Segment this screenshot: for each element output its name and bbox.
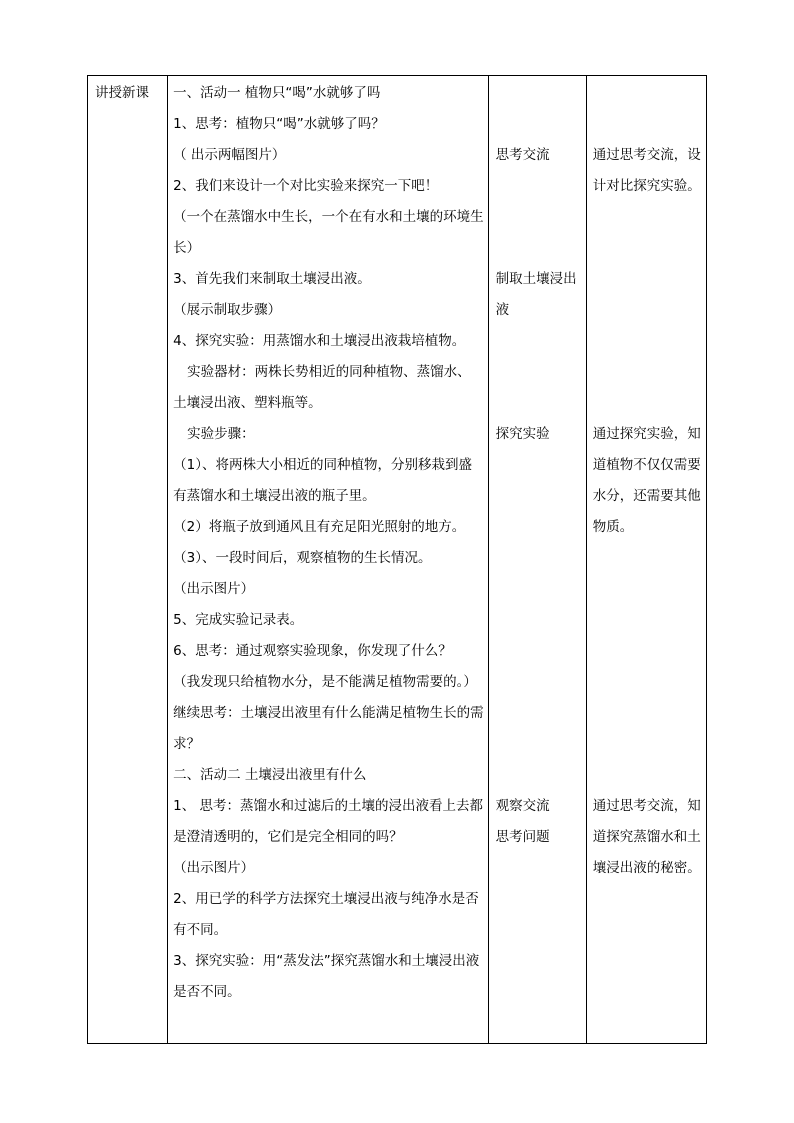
design-intent: 通过探究实验，知道植物不仅仅需要水分，还需要其他物质。 bbox=[592, 426, 701, 535]
teacher-line: （一个在蒸馏水中生长，一个在有水和土壤的环境生长） bbox=[173, 209, 484, 256]
teacher-line: 3、探究实验：用“蒸发法”探究蒸馏水和土壤浸出液是否不同。 bbox=[173, 953, 480, 1000]
teacher-line: 2、我们来设计一个对比实验来探究一下吧！ bbox=[173, 178, 439, 194]
student-activity: 制取土壤浸出液 bbox=[495, 271, 577, 318]
teacher-line: 1、思考：植物只“喝”水就够了吗？ bbox=[173, 116, 385, 132]
teacher-line: 实验器材：两株长势相近的同种植物、蒸馏水、土壤浸出液、塑料瓶等。 bbox=[173, 364, 471, 411]
student-activity: 探究实验 bbox=[495, 426, 550, 442]
teacher-line: 6、思考：通过观察实验现象，你发现了什么？ bbox=[173, 643, 452, 659]
teacher-line: （我发现只给植物水分，是不能满足植物需要的。） bbox=[173, 674, 477, 690]
teacher-line: （1）、将两株大小相近的同种植物，分别移栽到盛有蒸馏水和土壤浸出液的瓶子里。 bbox=[173, 457, 472, 504]
student-activity: 思考问题 bbox=[495, 829, 550, 845]
teacher-line: 3、首先我们来制取土壤浸出液。 bbox=[173, 271, 371, 287]
teacher-line: （3）、一段时间后，观察植物的生长情况。 bbox=[173, 550, 432, 566]
teacher-line: 实验步骤： bbox=[187, 426, 255, 442]
student-activity: 思考交流 bbox=[495, 147, 550, 163]
design-intent: 通过思考交流，知道探究蒸馏水和土壤浸出液的秘密。 bbox=[592, 798, 701, 876]
teacher-activity-cell bbox=[168, 76, 489, 1044]
student-activity: 观察交流 bbox=[495, 798, 550, 814]
teacher-line: （展示制取步骤） bbox=[173, 302, 282, 318]
teacher-line: （出示图片） bbox=[173, 860, 255, 876]
teacher-line: （2）将瓶子放到通风且有充足阳光照射的地方。 bbox=[173, 519, 466, 535]
section-label-cell bbox=[88, 76, 168, 1044]
section-label: 讲授新课 bbox=[95, 85, 149, 101]
teacher-line: 5、完成实验记录表。 bbox=[173, 612, 304, 628]
teacher-line: 1、 思考：蒸馏水和过滤后的土壤的浸出液看上去都是澄清透明的，它们是完全相同的吗？ bbox=[173, 798, 484, 845]
teacher-line: （ 出示两幅图片） bbox=[173, 147, 286, 163]
teacher-line: 继续思考：土壤浸出液里有什么能满足植物生长的需求？ bbox=[173, 705, 484, 752]
teacher-line: 二、活动二 土壤浸出液里有什么 bbox=[173, 767, 367, 783]
teacher-line: 4、探究实验：用蒸馏水和土壤浸出液栽培植物。 bbox=[173, 333, 466, 349]
design-intent: 通过思考交流，设计对比探究实验。 bbox=[592, 147, 701, 194]
lesson-plan-table bbox=[87, 75, 707, 1044]
teacher-line: （出示图片） bbox=[173, 581, 255, 597]
teacher-line: 一、活动一 植物只“喝”水就够了吗 bbox=[173, 85, 381, 101]
teacher-line: 2、用已学的科学方法探究土壤浸出液与纯净水是否有不同。 bbox=[173, 891, 479, 938]
table-row bbox=[88, 76, 707, 1044]
student-activity-cell bbox=[488, 76, 586, 1044]
design-intent-cell bbox=[586, 76, 706, 1044]
